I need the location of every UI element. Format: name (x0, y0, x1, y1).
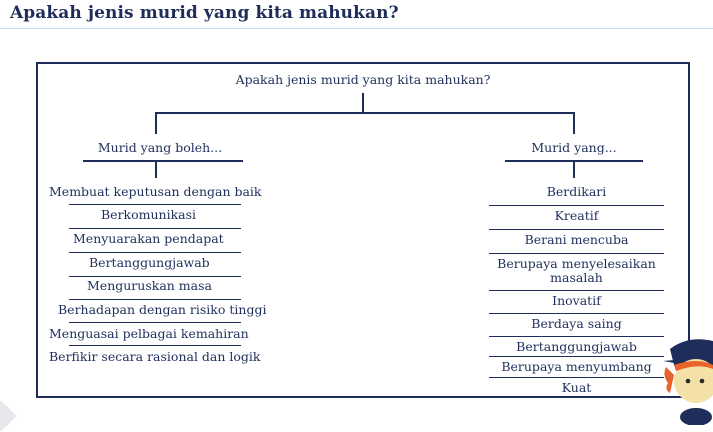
item-divider (489, 229, 664, 230)
item-divider (489, 290, 664, 291)
item-divider (489, 205, 664, 206)
list-item: Kuat (561, 380, 592, 395)
root-stem (362, 93, 364, 113)
item-divider (69, 276, 241, 277)
list-item: Membuat keputusan dengan baik (49, 184, 262, 199)
list-item: Berkomunikasi (101, 207, 197, 222)
mascot-illustration (658, 335, 713, 425)
list-item: Berfikir secara rasional dan logik (49, 349, 261, 364)
list-item: Menguasai pelbagai kemahiran (49, 326, 249, 341)
item-divider (489, 336, 664, 337)
list-item: Menguruskan masa (87, 278, 212, 293)
item-divider (69, 252, 241, 253)
list-item: Berupaya menyumbang (501, 359, 652, 374)
left-branch-label: Murid yang boleh... (97, 140, 223, 155)
right-branch-stem (573, 160, 575, 178)
item-divider (69, 322, 241, 323)
item-divider (489, 356, 664, 357)
list-item: Berdaya saing (531, 316, 622, 331)
left-branch-stem (155, 160, 157, 178)
root-question: Apakah jenis murid yang kita mahukan? (235, 72, 491, 87)
item-divider (69, 204, 241, 205)
right-branch-label: Murid yang... (531, 140, 617, 155)
item-divider (489, 253, 664, 254)
list-item: Berupaya menyelesaikan masalah (497, 256, 656, 285)
corner-decoration (0, 400, 17, 431)
left-branch-drop (155, 112, 157, 134)
page-title: Apakah jenis murid yang kita mahukan? (10, 3, 399, 23)
item-divider (489, 377, 664, 378)
right-branch-drop (573, 112, 575, 134)
list-item: Inovatif (552, 293, 601, 308)
item-divider (489, 313, 664, 314)
item-divider (69, 299, 241, 300)
list-item: Menyuarakan pendapat (73, 231, 224, 246)
title-divider (0, 28, 713, 29)
list-item: Berdikari (546, 184, 607, 199)
list-item: Kreatif (554, 208, 599, 223)
item-divider (69, 228, 241, 229)
item-divider (69, 345, 241, 346)
list-item: Berhadapan dengan risiko tinggi (58, 302, 267, 317)
list-item: Bertanggungjawab (89, 255, 210, 270)
list-item: Bertanggungjawab (516, 339, 637, 354)
branch-bar (155, 112, 575, 114)
list-item: Berani mencuba (524, 232, 629, 247)
left-branch-underline (83, 160, 243, 162)
